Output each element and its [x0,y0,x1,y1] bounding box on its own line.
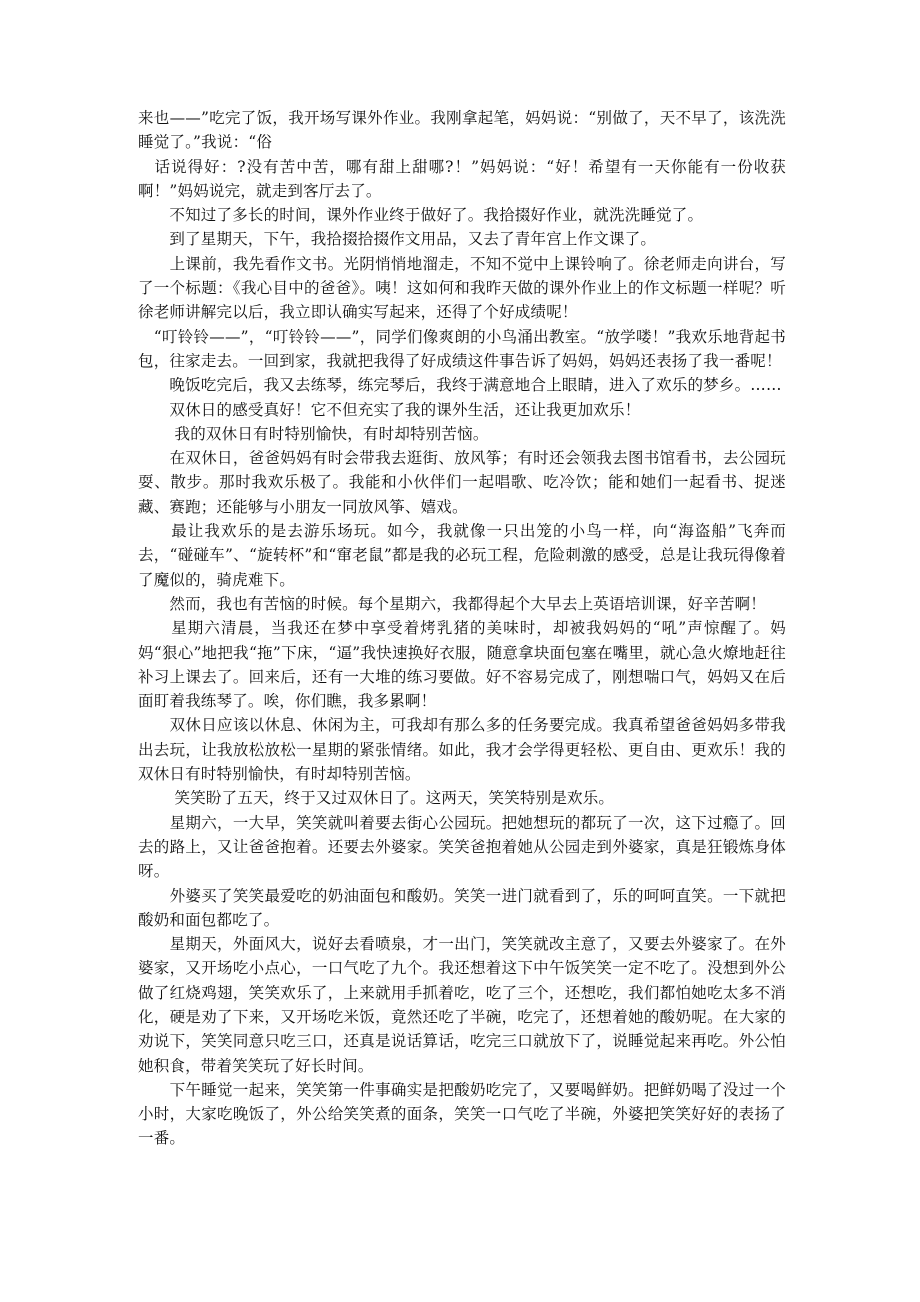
paragraph: 双休日应该以休息、休闲为主，可我却有那么多的任务要完成。我真希望爸爸妈妈多带我出去玩，让我放松放松一星期的紧张情绪。如此，我才会学得更轻松、更自由、更欢乐！我的双休日有时特别愉快，有时却特别苦恼。 [138,716,786,784]
paragraph: 笑笑盼了五天，终于又过双休日了。这两天，笑笑特别是欢乐。 [138,789,615,808]
paragraph: 话说得好：?没有苦中苦，哪有甜上甜哪?！”妈妈说：“好！希望有一天你能有一份收获啊！”妈妈说完，就走到客厅去了。 [138,157,786,200]
paragraph: 星期天，外面风大，说好去看喷泉，才一出门，笑笑就改主意了，又要去外婆家了。在外婆家，又开场吃小点心，一口气吃了九个。我还想着这下中午饭笑笑一定不吃了。没想到外公做了红烧鸡翅，笑笑欢乐了，上来就用手抓着吃，吃了三个，还想吃，我们都怕她吃太多不消化，硬是劝了下来，又开场吃米饭，竟然还吃了半碗，吃完了，还想着她的酸奶呢。在大家的劝说下，笑笑同意只吃三口，还真是说话算话，吃完三口就放下了，说睡觉起来再吃。外公怕她积食，带着笑笑玩了好长时间。 [138,935,786,1075]
paragraph: 星期六，一大早，笑笑就叫着要去街心公园玩。把她想玩的都玩了一次，这下过瘾了。回去的路上，又让爸爸抱着。还要去外婆家。笑笑爸抱着她从公园走到外婆家，真是狂锻炼身体呀。 [138,813,786,881]
paragraph: 到了星期天，下午，我拾掇拾掇作文用品，又去了青年宫上作文课了。 [138,230,657,249]
paragraph: 在双休日，爸爸妈妈有时会带我去逛街、放风筝；有时还会领我去图书馆看书，去公园玩耍、散步。那时我欢乐极了。我能和小伙伴们一起唱歌、吃冷饮；能和她们一起看书、捉迷藏、赛跑；还能够与小朋友一同放风筝、嬉戏。 [138,449,786,516]
paragraph: 星期六清晨，当我还在梦中享受着烤乳猪的美味时，却被我妈妈的“吼”声惊醒了。妈妈“狠心”地把我“拖”下床，“逼”我快速换好衣服，随意拿块面包塞在嘴里，就心急火燎地赶往补习上课去了。回来后，还有一大堆的练习要做。好不容易完成了，刚想喘口气，妈妈又在后面盯着我练琴了。唉，你们瞧，我多累啊！ [138,619,786,711]
paragraph: 外婆买了笑笑最爱吃的奶油面包和酸奶。笑笑一进门就看到了，乐的呵呵直笑。一下就把酸奶和面包都吃了。 [138,886,786,929]
paragraph: 下午睡觉一起来，笑笑第一件事确实是把酸奶吃完了，又要喝鲜奶。把鲜奶喝了没过一个小时，大家吃晚饭了，外公给笑笑煮的面条，笑笑一口气吃了半碗，外婆把笑笑好好的表扬了一番。 [138,1080,786,1148]
paragraph: 不知过了多长的时间，课外作业终于做好了。我拾掇好作业，就洗洗睡觉了。 [138,206,704,225]
paragraph: 我的双休日有时特别愉快，有时却特别苦恼。 [138,424,489,443]
paragraph: 然而，我也有苦恼的时候。每个星期六，我都得起个大早去上英语培训课，好辛苦啊！ [138,594,767,613]
paragraph: 双休日的感受真好！它不但充实了我的课外生活，还让我更加欢乐！ [138,400,641,419]
paragraph: 上课前，我先看作文书。光阴悄悄地溜走，不知不觉中上课铃响了。徐老师走向讲台，写了一个标题：《我心目中的爸爸》。咦！这如何和我昨天做的课外作业上的作文标题一样呢？听徐老师讲解完以后，我立即认确实写起来，还得了个好成绩呢！ [138,254,786,322]
document-body [138,106,786,1151]
paragraph: 晚饭吃完后，我又去练琴，练完琴后，我终于满意地合上眼睛，进入了欢乐的梦乡。…… [138,376,782,395]
paragraph: “叮铃铃——”，“叮铃铃——”，同学们像爽朗的小鸟涌出教室。“放学喽！”我欢乐地背起书包，往家走去。一回到家，我就把我得了好成绩这件事告诉了妈妈，妈妈还表扬了我一番呢！ [138,327,786,370]
paragraph: 来也——”吃完了饭，我开场写课外作业。我刚拿起笔，妈妈说：“别做了，天不早了，该洗洗睡觉了。”我说：“俗 [138,109,786,152]
paragraph: 最让我欢乐的是去游乐场玩。如今，我就像一只出笼的小鸟一样，向“海盗船”飞奔而去，“碰碰车”、“旋转杯”和“窜老鼠”都是我的必玩工程，危险刺激的感受，总是让我玩得像着了魔似的，骑虎难下。 [138,522,786,589]
